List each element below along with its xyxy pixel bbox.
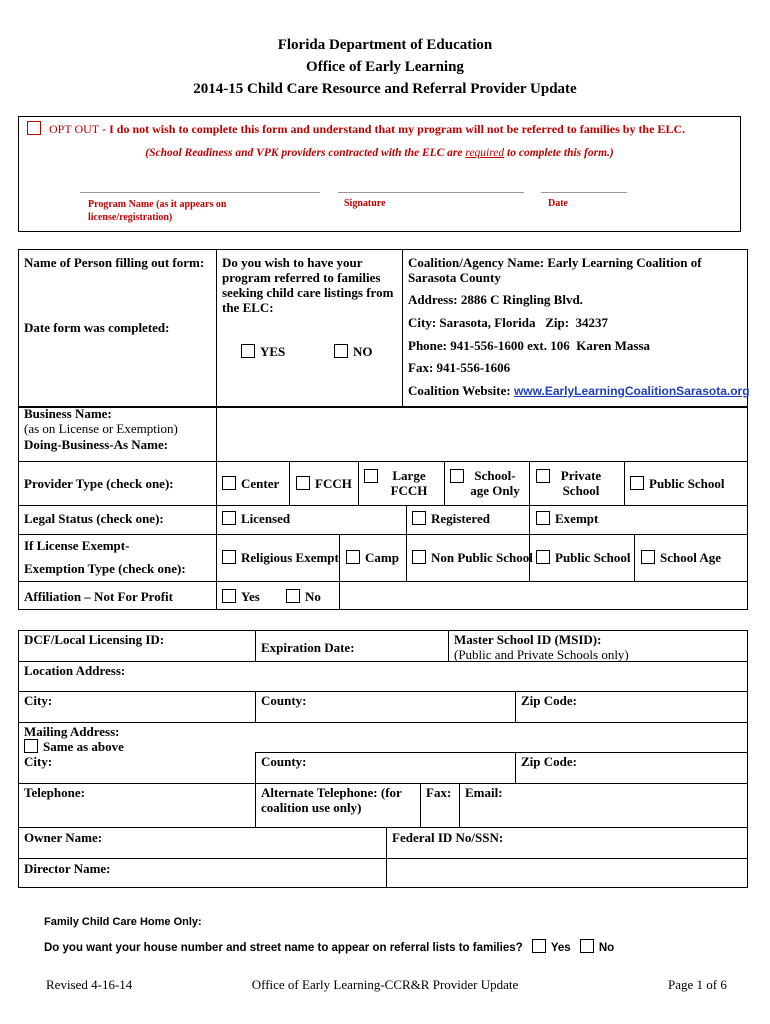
federal-id-label: Federal ID No/SSN: [392,830,504,845]
fcch-yes-checkbox[interactable] [532,939,546,953]
public-school-checkbox[interactable] [630,476,644,490]
date-label: Date [548,198,568,209]
mailing-address-label: Mailing Address: [24,724,120,739]
coalition-name: Coalition/Agency Name: Early Learning Coalition of Sarasota County [408,255,702,285]
legal-registered[interactable] [412,511,490,527]
msid-label: Master School ID (MSID): [454,632,602,647]
affiliation-no[interactable] [286,589,321,605]
footer-center: Office of Early Learning-CCR&R Provider Update [251,977,519,992]
signature-label: Signature [344,198,386,209]
optout-label: OPT OUT [49,122,100,136]
public-school-label: Public School [649,476,725,491]
fcch-no-label: No [598,942,615,954]
county2-label: County: [261,754,307,769]
registered-checkbox[interactable] [412,511,426,525]
county-label: County: [261,693,307,708]
footer-revised: Revised 4-16-14 [46,977,133,992]
expiration-date-label: Expiration Date: [261,640,355,655]
owner-name-label: Owner Name: [24,830,103,845]
optout-note [18,147,741,159]
provider-type-large-fcch[interactable] [364,468,440,499]
telephone-label: Telephone: [24,785,85,800]
large-fcch-label: Large FCCH [390,468,428,498]
email-label: Email: [465,785,503,800]
optout-note-required: required [465,147,505,159]
referral-question: Do you wish to have your program referred to families seeking child care listings from the ELC: [222,255,394,315]
director-name-label: Director Name: [24,861,111,876]
optout-note-pre: (School Readiness and VPK providers contracted with the ELC are [145,147,466,159]
header-line2: Office of Early Learning [306,59,464,75]
provider-type-private-school[interactable] [536,468,622,499]
provider-type-label: Provider Type (check one): [24,476,174,491]
exempt-public-label: Public School [555,550,631,565]
fcch-question-row [44,939,614,954]
coalition-phone: Phone: 941-556-1600 ext. 106 Karen Massa [408,338,651,353]
large-fcch-checkbox[interactable] [364,469,378,483]
camp-label: Camp [365,550,399,565]
program-name-line[interactable] [80,192,320,193]
exempt-checkbox[interactable] [536,511,550,525]
affiliation-no-checkbox[interactable] [286,589,300,603]
center-label: Center [241,476,280,491]
referral-no-label: NO [353,344,373,359]
same-as-above-label: Same as above [43,739,124,754]
header [0,34,770,100]
registered-label: Registered [431,511,490,526]
zip-label: Zip Code: [521,693,577,708]
website-link[interactable]: www.EarlyLearningCoalitionSarasota.org [513,384,750,398]
non-public-label: Non Public School [431,550,533,565]
optout-row [27,121,685,137]
msid-note: (Public and Private Schools only) [454,647,629,662]
private-school-label: Private School [560,468,602,498]
exempt-public-checkbox[interactable] [536,550,550,564]
fax-label: Fax: [426,785,452,800]
business-name-label: Business Name: [24,406,112,421]
same-as-above[interactable] [24,739,124,755]
exempt-school-age[interactable] [641,550,721,566]
provider-type-school-age[interactable] [450,468,526,499]
non-public-checkbox[interactable] [412,550,426,564]
header-line1: Florida Department of Education [277,37,493,53]
fcch-question: Do you want your house number and street name to appear on referral lists to families? [44,942,523,954]
legal-exempt[interactable] [536,511,598,527]
referral-yes-label: YES [260,344,286,359]
program-name-label: Program Name (as it appears on license/registration) [88,199,227,223]
religious-label: Religious Exempt [241,550,339,565]
referral-no-checkbox[interactable] [334,344,348,358]
optout-note-post: to complete this form.) [504,147,614,159]
form-title: 2014-15 Child Care Resource and Referral Provider Update [193,81,577,97]
exempt-school-age-label: School Age [660,550,722,565]
exempt-school-age-checkbox[interactable] [641,550,655,564]
affiliation-label: Affiliation – Not For Profit [24,589,173,604]
provider-type-public-school[interactable] [630,476,725,492]
private-school-checkbox[interactable] [536,469,550,483]
city-label: City: [24,693,53,708]
affiliation-no-label: No [305,589,321,604]
coalition-website [408,383,750,399]
coalition-city: City: Sarasota, Florida Zip: 34237 [408,315,609,330]
business-name-note: (as on License or Exemption) [24,421,178,436]
fcch-title: Family Child Care Home Only: [44,916,202,928]
exempt-label: Exempt [555,511,599,526]
religious-checkbox[interactable] [222,550,236,564]
provider-type-fcch[interactable] [296,476,352,492]
same-as-above-checkbox[interactable] [24,739,38,753]
person-label: Name of Person filling out form: [24,255,205,270]
affiliation-yes-checkbox[interactable] [222,589,236,603]
fcch-checkbox[interactable] [296,476,310,490]
fcch-label: FCCH [315,476,352,491]
school-age-checkbox[interactable] [450,469,464,483]
exempt-camp[interactable] [346,550,399,566]
fcch-no-checkbox[interactable] [580,939,594,953]
coalition-address: Address: 2886 C Ringling Blvd. [408,292,583,307]
exempt-non-public[interactable] [412,550,533,566]
dba-label: Doing-Business-As Name: [24,437,169,452]
referral-no[interactable] [334,344,373,360]
alt-telephone-label: Alternate Telephone: (for coalition use only) [261,785,402,815]
footer-page: Page 1 of 6 [668,977,727,992]
center-checkbox[interactable] [222,476,236,490]
exempt-religious[interactable] [222,550,339,566]
date-completed-label: Date form was completed: [24,320,170,335]
exempt-label-1: If License Exempt- [24,538,130,553]
affiliation-yes-label: Yes [241,589,260,604]
location-address-label: Location Address: [24,663,126,678]
optout-checkbox[interactable] [27,121,41,135]
exempt-public-school[interactable] [536,550,631,566]
exempt-label-2: Exemption Type (check one): [24,561,186,576]
school-age-label: School-age Only [470,468,520,498]
camp-checkbox[interactable] [346,550,360,564]
licensed-checkbox[interactable] [222,511,236,525]
provider-type-center[interactable] [222,476,279,492]
coalition-fax: Fax: 941-556-1606 [408,360,511,375]
affiliation-yes[interactable] [222,589,260,605]
legal-status-label: Legal Status (check one): [24,511,164,526]
licensed-label: Licensed [241,511,291,526]
legal-licensed[interactable] [222,511,290,527]
referral-yes-checkbox[interactable] [241,344,255,358]
city2-label: City: [24,754,53,769]
zip2-label: Zip Code: [521,754,577,769]
dcf-id-label: DCF/Local Licensing ID: [24,632,165,647]
website-label: Coalition Website: [408,383,514,398]
address-section [18,630,748,888]
fcch-yes-label: Yes [550,942,571,954]
signature-line[interactable] [338,192,524,193]
date-line[interactable] [541,192,627,193]
referral-yes[interactable] [241,344,285,360]
optout-text: - I do not wish to complete this form and understand that my program will not be referred to families by the ELC. [99,122,686,136]
